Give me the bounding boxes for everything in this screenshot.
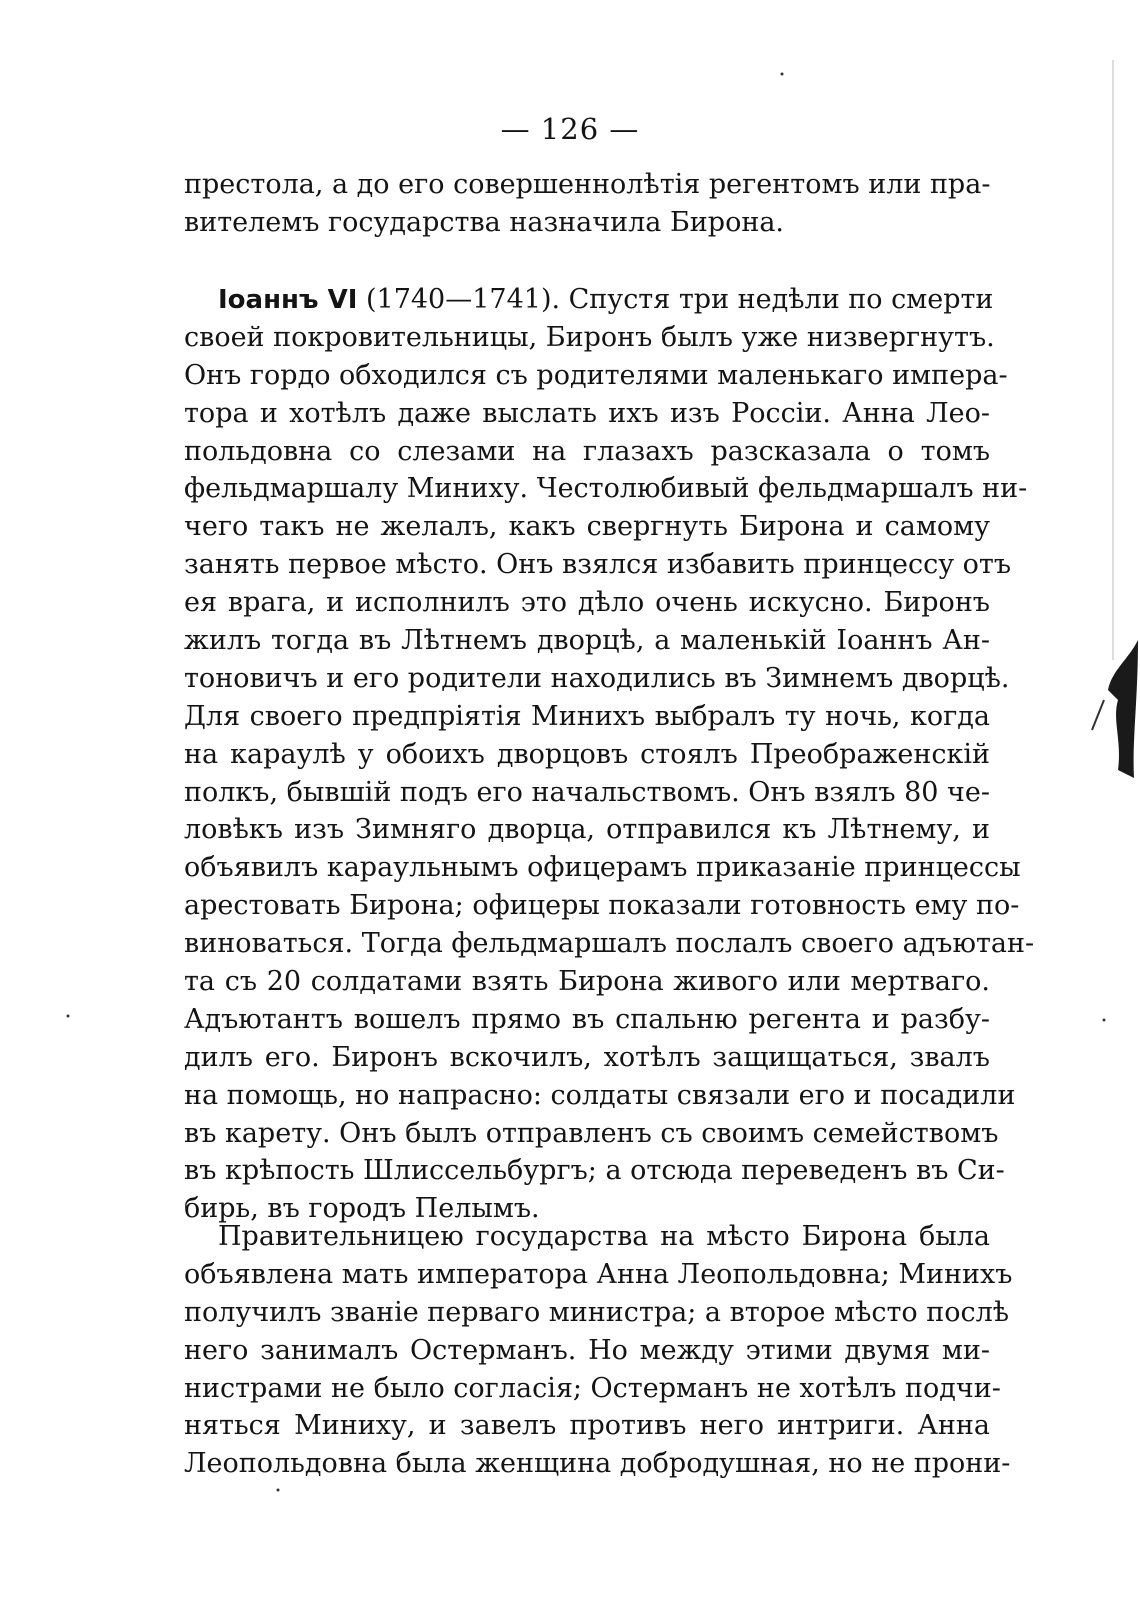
page-number: — 126 — — [500, 112, 640, 146]
text-line: арестовать Бирона; офицеры показали готовность ему по- — [184, 890, 1020, 922]
text-line: дилъ его. Биронъ вскочилъ, хотѣлъ защищаться, звалъ — [184, 1041, 990, 1073]
text-line: Для своего предпріятія Минихъ выбралъ ту ночь, когда — [184, 700, 990, 732]
text-line: въ карету. Онъ былъ отправленъ съ своимъ семействомъ — [184, 1117, 999, 1149]
text-line: ловѣкъ изъ Зимняго дворца, отправился къ Лѣтнему, и — [184, 814, 990, 846]
text-line: фельдмаршалу Миниху. Честолюбивый фельдмаршалъ ни- — [184, 473, 1028, 505]
section-heading: Іоаннъ VI — [218, 285, 358, 315]
text-line: на караулѣ у обоихъ дворцовъ стоялъ Преображенскій — [184, 738, 990, 770]
text-line: Адъютантъ вошелъ прямо въ спальню регента и разбу- — [184, 1003, 990, 1035]
text-line: получилъ званіе перваго министра; а второе мѣсто послѣ — [184, 1296, 1010, 1328]
text-line: полкъ, бывшій подъ его начальствомъ. Онъ взялъ 80 че- — [184, 776, 990, 808]
text-line: объявилъ караульнымъ офицерамъ приказаніе принцессы — [184, 852, 1021, 884]
text-line: чего такъ не желалъ, какъ свергнуть Бирона и самому — [184, 511, 990, 543]
ink-blot — [1108, 640, 1138, 778]
speck — [781, 73, 784, 76]
text-line: него занималъ Остерманъ. Но между этими двумя ми- — [184, 1334, 990, 1366]
speck — [277, 1489, 280, 1492]
text-line: ея врага, и исполнилъ это дѣло очень искусно. Биронъ — [184, 587, 990, 619]
text-line: тоновичъ и его родители находились въ Зимнемъ дворцѣ. — [184, 662, 1010, 694]
text-line: объявлена мать императора Анна Леопольдовна; Минихъ — [184, 1258, 1013, 1290]
text-line: своей покровительницы, Биронъ былъ уже низвергнутъ. — [184, 321, 995, 353]
text-line: занять первое мѣсто. Онъ взялся избавить принцессу отъ — [184, 549, 1012, 581]
text-line: няться Миниху, и завелъ противъ него интриги. Анна — [184, 1410, 990, 1442]
text-line: виноваться. Тогда фельдмаршалъ послалъ своего адъютан- — [184, 928, 1035, 960]
text-line: Онъ гордо обходился съ родителями маленькаго импера- — [184, 359, 1008, 391]
speck — [67, 1015, 70, 1018]
text-line: престола, а до его совершеннолѣтія регентомъ или пра- — [184, 169, 991, 200]
text-line: Правительницею государства на мѣсто Бирона была — [218, 1221, 990, 1252]
edge-line — [1112, 60, 1114, 660]
heading-line-rest: (1740—1741). Спустя три недѣли по смерти — [357, 284, 994, 315]
text-line: жилъ тогда въ Лѣтнемъ дворцѣ, а маленькій Іоаннъ Ан- — [184, 625, 990, 657]
text-line: польдовна со слезами на глазахъ разсказала о томъ — [184, 435, 990, 467]
text-line: тора и хотѣлъ даже выслать ихъ изъ Россіи. Анна Лео- — [184, 397, 990, 429]
text-line: та съ 20 солдатами взять Бирона живого или мертваго. — [184, 966, 990, 998]
text-line: Леопольдовна была женщина добродушная, но не прони- — [184, 1448, 1011, 1480]
text-line: бирь, въ городъ Пелымъ. — [184, 1193, 540, 1225]
text-line: въ крѣпость Шлиссельбургъ; а отсюда переведенъ въ Си- — [184, 1155, 1005, 1187]
speck — [1103, 1019, 1106, 1022]
text-line: нистрами не было согласія; Остерманъ не хотѣлъ подчи- — [184, 1372, 1001, 1404]
ink-streak — [1092, 700, 1104, 730]
text-line: вителемъ государства назначила Бирона. — [184, 206, 784, 238]
text-line: на помощь, но напрасно: солдаты связали его и посадили — [184, 1079, 1016, 1111]
